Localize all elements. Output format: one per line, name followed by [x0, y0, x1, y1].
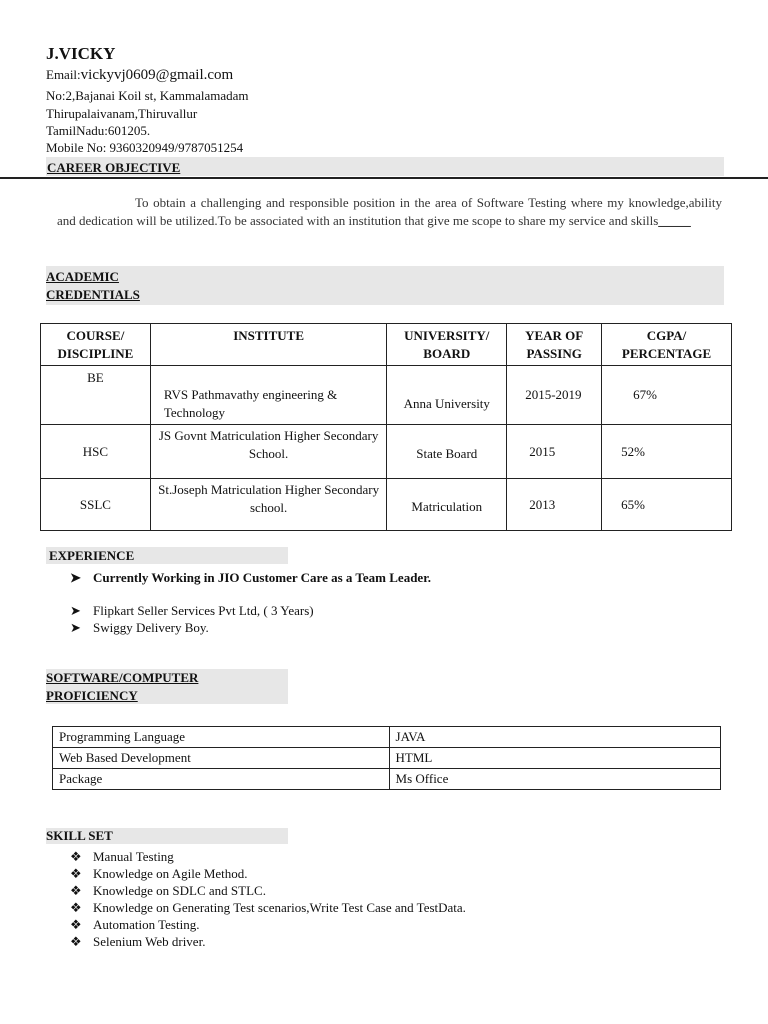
address-line-1: No:2,Bajanai Koil st, Kammalamadam [46, 88, 249, 103]
year-cell: 2015-2019 [507, 366, 602, 425]
table-row [41, 366, 732, 425]
experience-heading: EXPERIENCE [49, 548, 135, 563]
list-item: ❖ Selenium Web driver. [70, 934, 206, 949]
diamond-bullet-icon: ❖ [70, 866, 82, 881]
list-item: ❖ Knowledge on SDLC and STLC. [70, 883, 266, 898]
institute-cell: St.Joseph Matriculation Higher Secondary school. [150, 479, 386, 531]
institute-cell: RVS Pathmavathy engineering & Technology [150, 366, 386, 425]
institute-cell: JS Govnt Matriculation Higher Secondary School. [150, 425, 386, 479]
score-cell: 65% [602, 479, 732, 531]
software-band [46, 669, 288, 704]
board-cell: State Board [387, 425, 507, 479]
software-heading-2: PROFICIENCY [46, 688, 138, 703]
year-cell: 2013 [507, 479, 602, 531]
col-year: YEAR OF PASSING [507, 324, 602, 366]
email-line [46, 66, 233, 84]
score-cell: 52% [602, 425, 732, 479]
table-row [53, 727, 721, 748]
mobile-number: Mobile No: 9360320949/9787051254 [46, 140, 244, 155]
career-objective-band [46, 157, 724, 176]
col-score: CGPA/ PERCENTAGE [602, 324, 732, 366]
academic-band [46, 266, 724, 305]
academic-heading-1: ACADEMIC [46, 269, 119, 284]
list-item: ❖ Automation Testing. [70, 917, 200, 932]
objective-trail: _____ [658, 212, 691, 228]
col-institute: INSTITUTE [150, 324, 386, 366]
diamond-bullet-icon: ❖ [70, 900, 82, 915]
address-line-3: TamilNadu:601205. [46, 123, 151, 138]
table-row [53, 748, 721, 769]
list-item: ❖ Knowledge on Generating Test scenarios,Write Test Case and TestData. [70, 900, 466, 915]
table-row [53, 769, 721, 790]
course-cell: HSC [41, 425, 151, 479]
list-item: ❖ Manual Testing [70, 849, 174, 864]
skills-heading: SKILL SET [46, 828, 113, 843]
academic-header-row [41, 324, 732, 366]
course-cell: SSLC [41, 479, 151, 531]
software-label: Programming Language [53, 727, 390, 748]
col-course: COURSE/ DISCIPLINE [41, 324, 151, 366]
email-address[interactable]: vickyvj0609@gmail.com [80, 67, 234, 83]
diamond-bullet-icon: ❖ [70, 917, 82, 932]
experience-band [46, 547, 288, 564]
objective-text-2: To be associated with an institution that give me scope to share my service and skills [217, 212, 659, 228]
academic-heading-2: CREDENTIALS [46, 287, 140, 302]
score-cell: 67% [602, 366, 732, 425]
skills-band [46, 828, 288, 844]
software-value: HTML [389, 748, 720, 769]
experience-list [70, 569, 431, 636]
arrow-bullet-icon: ➤ [70, 603, 81, 618]
col-board: UNIVERSITY/ BOARD [387, 324, 507, 366]
header-divider [0, 177, 768, 179]
skills-list [70, 848, 466, 950]
board-cell: Anna University [387, 366, 507, 425]
diamond-bullet-icon: ❖ [70, 883, 82, 898]
software-label: Web Based Development [53, 748, 390, 769]
objective-text-1: To obtain a challenging and responsible position in the area of Software Testing where my knowledge,ability and dedication will be utilized. [57, 195, 722, 228]
list-item: ➤ Flipkart Seller Services Pvt Ltd, ( 3 Years) [70, 603, 314, 618]
list-item: ➤ Swiggy Delivery Boy. [70, 620, 209, 635]
year-cell: 2015 [507, 425, 602, 479]
diamond-bullet-icon: ❖ [70, 934, 82, 949]
course-cell: BE [41, 366, 151, 425]
board-cell: Matriculation [387, 479, 507, 531]
software-label: Package [53, 769, 390, 790]
academic-table [40, 323, 732, 531]
software-table [52, 726, 721, 790]
address-line-2: Thirupalaivanam,Thiruvallur [46, 106, 198, 121]
software-value: Ms Office [389, 769, 720, 790]
table-row [41, 479, 732, 531]
arrow-bullet-icon: ➤ [70, 570, 81, 585]
software-value: JAVA [389, 727, 720, 748]
candidate-name: J.VICKY [46, 44, 116, 63]
table-row [41, 425, 732, 479]
career-objective-heading: CAREER OBJECTIVE [47, 160, 181, 175]
list-item: ➤ Currently Working in JIO Customer Care as a Team Leader. [70, 570, 432, 585]
career-objective-text [57, 194, 722, 229]
arrow-bullet-icon: ➤ [70, 620, 81, 635]
software-heading-1: SOFTWARE/COMPUTER [46, 670, 199, 685]
email-label: Email: [46, 67, 81, 82]
diamond-bullet-icon: ❖ [70, 849, 82, 864]
list-item: ❖ Knowledge on Agile Method. [70, 866, 248, 881]
